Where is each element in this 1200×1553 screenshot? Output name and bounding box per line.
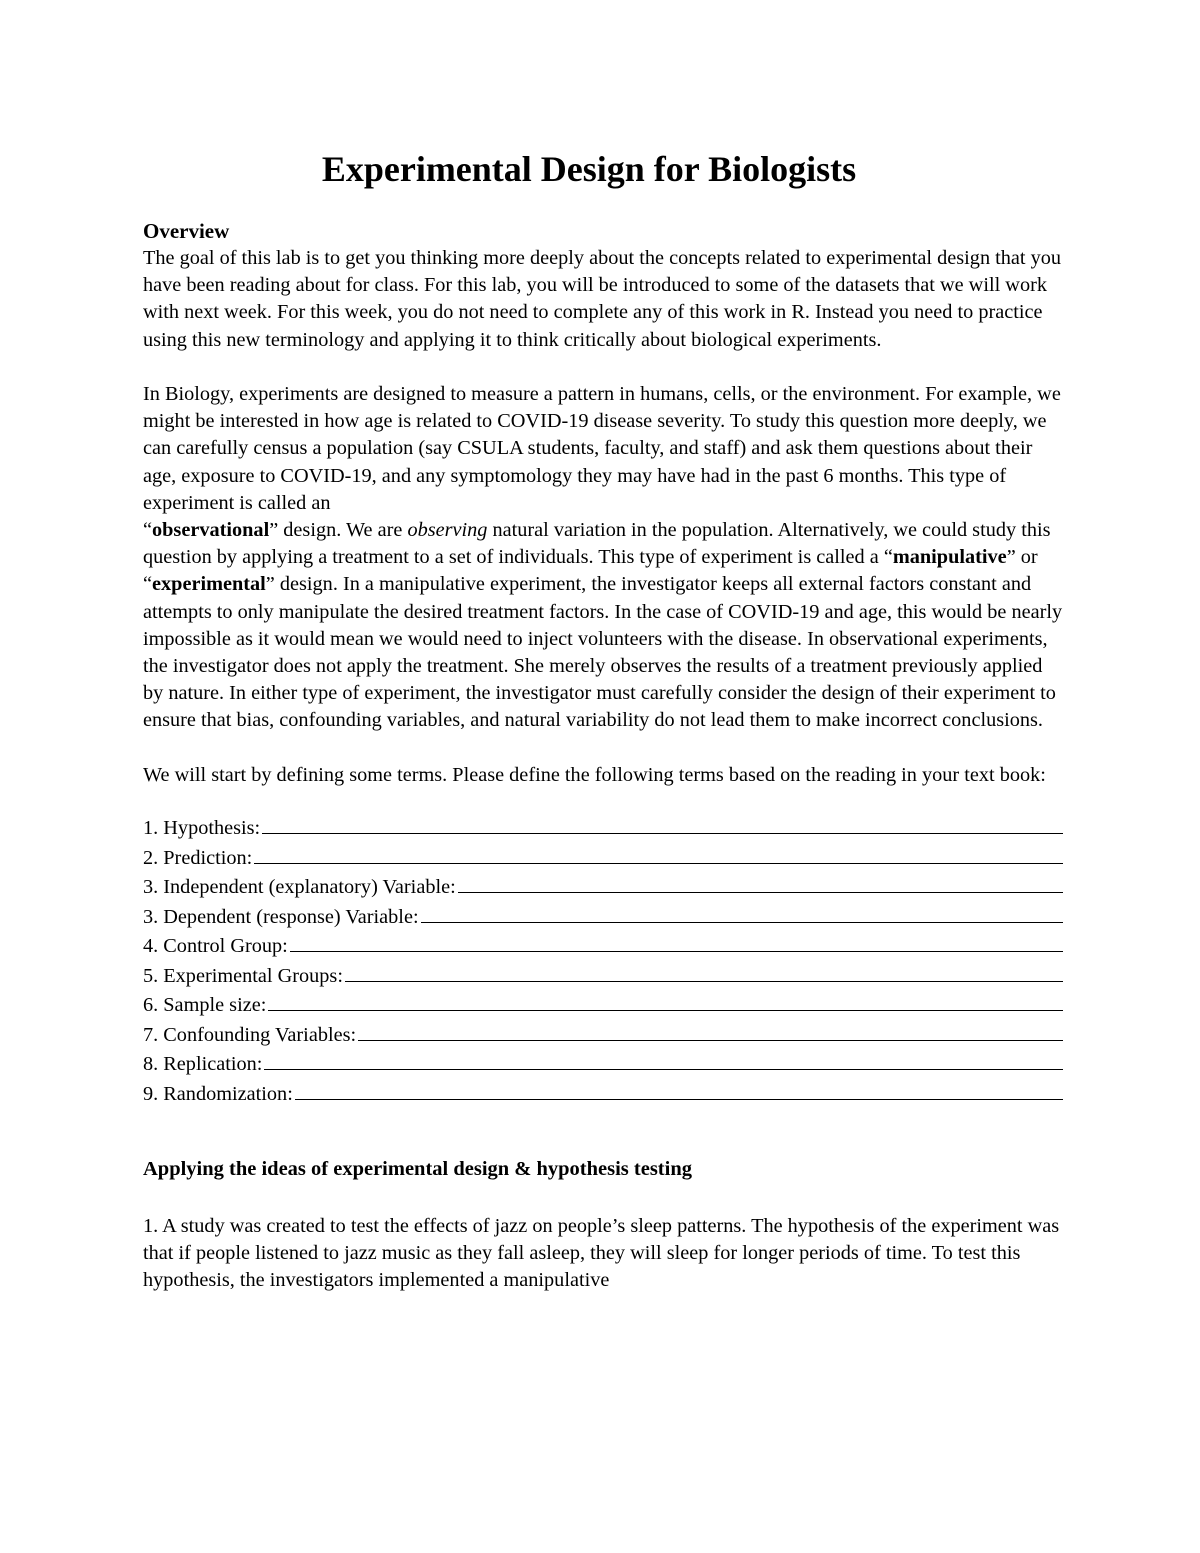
term-item-sample-size <box>143 990 1063 1020</box>
term-item-experimental-groups <box>143 961 1063 991</box>
term-label: 1. Hypothesis: <box>143 817 261 840</box>
answer-blank[interactable] <box>264 1049 1063 1070</box>
document-page <box>143 140 1063 1295</box>
quote-open-1: “ <box>143 519 153 542</box>
answer-blank[interactable] <box>345 961 1063 982</box>
term-item-prediction <box>143 843 1063 873</box>
overview-paragraph: The goal of this lab is to get you thinking more deeply about the concepts related to experimental design that you have been reading about for class. For this lab, you will be introduced to some of the datasets that we will work with next week. For this week, you do not need to complete any of this work in R. Instead you need to practice using this new terminology and applying it to think critically about biological experiments. <box>143 247 1062 351</box>
terms-intro: We will start by defining some terms. Please define the following terms based on the reading in your text book: <box>143 763 1046 786</box>
term-item-randomization <box>143 1079 1063 1109</box>
term-experimental: experimental <box>152 573 266 596</box>
quote-open-3: “ <box>143 573 153 596</box>
biology-text-4: or <box>1015 546 1038 569</box>
term-item-independent-variable <box>143 872 1063 902</box>
term-item-hypothesis <box>143 813 1063 843</box>
term-label: 6. Sample size: <box>143 994 267 1017</box>
term-observational: observational <box>152 519 270 542</box>
term-item-confounding-variables <box>143 1020 1063 1050</box>
answer-blank[interactable] <box>295 1079 1063 1100</box>
term-label: 3. Dependent (response) Variable: <box>143 905 419 928</box>
biology-text-3: natural variation in the population. Alternatively, we could study this question by applying a treatment to a set of individuals. This type of experiment is called a <box>143 519 1051 569</box>
applying-heading: Applying the ideas of experimental design & hypothesis testing <box>143 1158 692 1181</box>
term-label: 2. Prediction: <box>143 846 253 869</box>
answer-blank[interactable] <box>421 902 1063 923</box>
overview-heading: Overview <box>143 219 230 243</box>
term-observing: observing <box>407 519 488 542</box>
answer-blank[interactable] <box>290 931 1063 952</box>
term-label: 9. Randomization: <box>143 1082 293 1105</box>
answer-blank[interactable] <box>268 990 1063 1011</box>
term-manipulative: manipulative <box>892 546 1007 569</box>
question-1: 1. A study was created to test the effects of jazz on people’s sleep patterns. The hypothesis of the experiment was that if people listened to jazz music as they fall asleep, they will sleep for longer periods of time. To test this hypothesis, the investigators implemented a manipulative <box>143 1215 1060 1292</box>
quote-close-2: ” <box>1006 546 1016 569</box>
biology-text-1: In Biology, experiments are designed to measure a pattern in humans, cells, or the environment. For example, we might be interested in how age is related to COVID-19 disease severity. To study this question more deeply, we can carefully census a population (say CSULA students, faculty, and staff) and ask them questions about their age, exposure to COVID-19, and any symptomology they may have had in the past 6 months. This type of experiment is called an <box>143 383 1061 514</box>
term-item-control-group <box>143 931 1063 961</box>
term-label: 4. Control Group: <box>143 935 288 958</box>
quote-open-2: “ <box>883 546 893 569</box>
quote-close-1: ” <box>269 519 279 542</box>
term-label: 3. Independent (explanatory) Variable: <box>143 876 456 899</box>
biology-text-5: design. In a manipulative experiment, the investigator keeps all external factors constant and attempts to only manipulate the desired treatment factors. In the case of COVID-19 and age, this would be nearly impossible as it would mean we would need to inject volunteers with the disease. In observational experiments, the investigator does not apply the treatment. She merely observes the results of a treatment previously applied by nature. In either type of experiment, the investigator must carefully consider the design of their experiment to ensure that bias, confounding variables, and natural variability do not lead them to make incorrect conclusions. <box>143 573 1063 732</box>
term-item-replication <box>143 1049 1063 1079</box>
term-label: 7. Confounding Variables: <box>143 1023 357 1046</box>
terms-list <box>143 813 1063 1108</box>
answer-blank[interactable] <box>458 872 1063 893</box>
term-label: 5. Experimental Groups: <box>143 964 343 987</box>
term-label: 8. Replication: <box>143 1053 263 1076</box>
term-item-dependent-variable <box>143 902 1063 932</box>
quote-close-3: ” <box>265 573 275 596</box>
answer-blank[interactable] <box>254 843 1063 864</box>
answer-blank[interactable] <box>262 813 1063 834</box>
document-title: Experimental Design for Biologists <box>321 149 857 189</box>
answer-blank[interactable] <box>358 1020 1063 1041</box>
biology-paragraph <box>143 381 1063 735</box>
biology-text-2: design. We are <box>278 519 408 542</box>
